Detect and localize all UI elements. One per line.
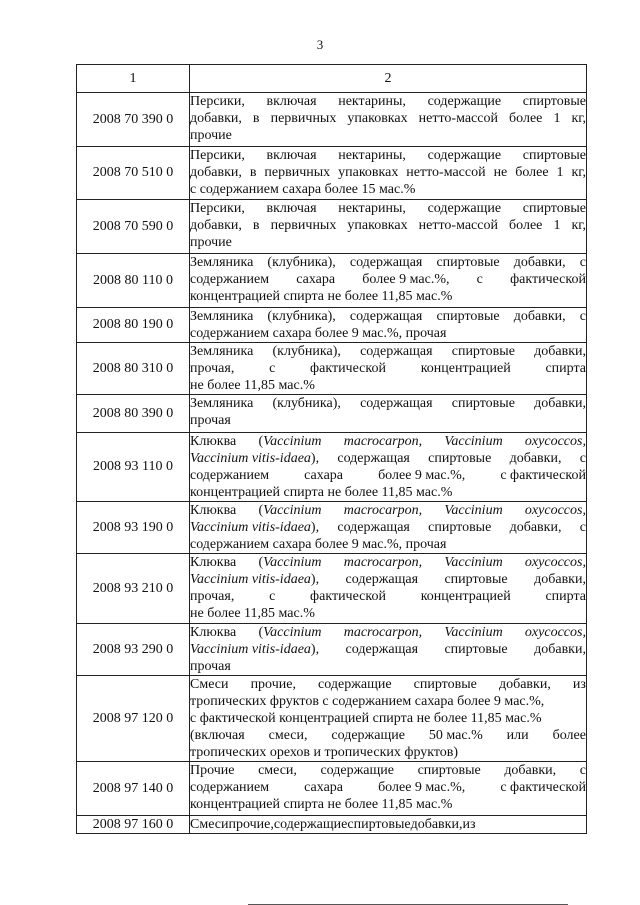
table-row bbox=[77, 254, 587, 308]
description-word: прочие, bbox=[228, 817, 274, 832]
description-word: прочая, bbox=[190, 589, 235, 604]
description-line bbox=[190, 605, 586, 622]
table-row bbox=[77, 676, 587, 762]
description-line bbox=[190, 360, 586, 377]
description-word: нектарины, bbox=[338, 201, 406, 216]
description-word: спиртовые bbox=[451, 396, 515, 411]
description-word: более 9 мас.%, bbox=[378, 468, 466, 483]
tariff-description bbox=[190, 624, 587, 676]
description-word: Персики, bbox=[190, 148, 245, 163]
tariff-code: 2008 93 110 0 bbox=[77, 433, 190, 502]
description-word: с bbox=[269, 361, 276, 376]
description-line bbox=[190, 110, 586, 127]
description-line bbox=[190, 127, 586, 144]
description-word: Vaccinium vitis-idaea), bbox=[190, 572, 320, 587]
description-word: Земляника bbox=[190, 344, 254, 359]
description-word: добавки, bbox=[509, 520, 562, 535]
description-line bbox=[190, 676, 586, 693]
tariff-description bbox=[190, 254, 587, 308]
tariff-description bbox=[190, 147, 587, 200]
table-row bbox=[77, 762, 587, 816]
description-line bbox=[190, 254, 586, 271]
page-number: 3 bbox=[316, 37, 324, 52]
description-word: macrocarpon, bbox=[343, 625, 423, 640]
tariff-code: 2008 70 590 0 bbox=[77, 200, 190, 254]
description-word: сахара bbox=[296, 272, 336, 287]
description-word: macrocarpon, bbox=[343, 555, 423, 570]
description-word: macrocarpon, bbox=[343, 434, 423, 449]
description-word: Vaccinium vitis-idaea), bbox=[190, 520, 320, 535]
tariff-description bbox=[190, 343, 587, 395]
description-word: 1 bbox=[553, 111, 561, 126]
description-word: Смеси bbox=[190, 677, 229, 692]
table-row bbox=[77, 624, 587, 676]
description-word: содержащие bbox=[320, 763, 394, 778]
tariff-code-table bbox=[76, 64, 587, 834]
description-word: добавки, bbox=[534, 396, 586, 411]
table-row bbox=[77, 93, 587, 147]
description-line bbox=[190, 554, 586, 571]
column-header-2: 2 bbox=[190, 65, 587, 93]
description-word: (включая bbox=[190, 728, 245, 743]
description-word: с bbox=[579, 763, 586, 778]
description-word: концентрацией bbox=[420, 361, 511, 376]
description-word: Клюква bbox=[190, 555, 237, 570]
description-line bbox=[190, 571, 586, 588]
description-word: в bbox=[252, 111, 260, 126]
description-word: 1 bbox=[556, 165, 564, 180]
description-line bbox=[190, 200, 586, 217]
description-word: Vaccinium bbox=[444, 434, 503, 449]
tariff-description bbox=[190, 93, 587, 147]
description-word: тропических фруктов с содержанием сахара более 9 мас.%, bbox=[190, 694, 545, 709]
description-word: не bbox=[493, 165, 508, 180]
description-word: oxycoccos, bbox=[524, 434, 586, 449]
description-word: Клюква bbox=[190, 434, 237, 449]
description-word: прочие, bbox=[250, 677, 296, 692]
description-word: Земляника bbox=[190, 309, 254, 324]
tariff-code: 2008 70 390 0 bbox=[77, 93, 190, 147]
description-word: концентрацией спирта не более 11,85 мас.% bbox=[190, 289, 453, 304]
description-word: прочая, bbox=[190, 361, 235, 376]
description-line bbox=[190, 325, 586, 342]
description-word: добавки, bbox=[534, 344, 586, 359]
description-word: содержанием сахара более 9 мас.%, прочая bbox=[190, 326, 447, 341]
description-word: спиртовые bbox=[347, 817, 411, 832]
description-word: (Vaccinium bbox=[258, 625, 322, 640]
tariff-code: 2008 97 160 0 bbox=[77, 816, 190, 834]
description-word: (клубника), bbox=[272, 396, 341, 411]
description-line bbox=[190, 217, 586, 234]
description-word: (клубника), bbox=[272, 344, 341, 359]
description-word: содержащая bbox=[360, 344, 433, 359]
description-word: нетто-массой bbox=[418, 218, 498, 233]
tariff-description bbox=[190, 554, 587, 624]
tariff-code: 2008 93 190 0 bbox=[77, 502, 190, 554]
tariff-code: 2008 80 110 0 bbox=[77, 254, 190, 308]
description-word: (Vaccinium bbox=[258, 434, 322, 449]
description-word: первичных bbox=[270, 218, 337, 233]
description-line bbox=[190, 412, 586, 429]
tariff-code: 2008 93 290 0 bbox=[77, 624, 190, 676]
table-header-row bbox=[77, 65, 587, 93]
description-word: концентрацией спирта не более 11,85 мас.% bbox=[190, 485, 453, 500]
description-word: содержащая bbox=[337, 451, 410, 466]
description-line bbox=[190, 710, 586, 727]
description-word: спиртовые bbox=[413, 677, 477, 692]
description-word: не более 11,85 мас.% bbox=[190, 606, 315, 621]
description-word: 1 bbox=[553, 218, 561, 233]
description-word: (Vaccinium bbox=[258, 503, 322, 518]
description-word: добавки, bbox=[190, 111, 242, 126]
description-word: нектарины, bbox=[338, 148, 406, 163]
description-word: содержащая bbox=[345, 642, 419, 657]
description-line bbox=[190, 467, 586, 484]
description-word: (клубника), bbox=[267, 309, 336, 324]
table-row bbox=[77, 554, 587, 624]
description-word: концентрацией bbox=[420, 589, 511, 604]
description-word: включая bbox=[266, 201, 317, 216]
description-word: с bbox=[476, 272, 483, 287]
description-word: с фактической bbox=[500, 780, 586, 795]
description-line bbox=[190, 816, 586, 833]
description-word: тропических орехов и тропических фруктов) bbox=[190, 745, 459, 760]
description-word: спиртовые bbox=[451, 344, 515, 359]
description-word: содержащие bbox=[331, 728, 405, 743]
description-line bbox=[190, 641, 586, 658]
description-word: добавки, bbox=[509, 451, 562, 466]
description-word: содержащие bbox=[427, 148, 502, 163]
description-word: oxycoccos, bbox=[524, 625, 586, 640]
description-word: упаковках bbox=[347, 111, 408, 126]
description-word: кг, bbox=[571, 111, 586, 126]
tariff-description bbox=[190, 395, 587, 433]
description-word: Персики, bbox=[190, 201, 245, 216]
tariff-description bbox=[190, 816, 587, 834]
description-word: или bbox=[506, 728, 529, 743]
description-word: добавки, bbox=[504, 763, 557, 778]
description-word: спиртовые bbox=[522, 148, 586, 163]
description-word: спиртовые bbox=[444, 642, 508, 657]
description-word: нетто-массой bbox=[418, 111, 498, 126]
description-line bbox=[190, 93, 586, 110]
description-line bbox=[190, 484, 586, 501]
tariff-code: 2008 93 210 0 bbox=[77, 554, 190, 624]
description-word: с bbox=[579, 309, 586, 324]
description-line bbox=[190, 288, 586, 305]
description-word: добавки, bbox=[190, 165, 242, 180]
description-word: спиртовые bbox=[436, 309, 500, 324]
description-line bbox=[190, 588, 586, 605]
description-word: спиртовые bbox=[436, 255, 500, 270]
description-word: с содержанием сахара более 15 мас.% bbox=[190, 182, 416, 197]
table-row bbox=[77, 147, 587, 200]
description-word: спиртовые bbox=[522, 94, 586, 109]
description-word: Земляника bbox=[190, 396, 254, 411]
description-word: oxycoccos, bbox=[524, 555, 586, 570]
description-word: содержащие bbox=[273, 817, 348, 832]
description-word: из bbox=[572, 677, 586, 692]
description-line bbox=[190, 395, 586, 412]
description-line bbox=[190, 450, 586, 467]
tariff-description bbox=[190, 433, 587, 502]
description-word: включая bbox=[266, 148, 317, 163]
description-word: macrocarpon, bbox=[343, 503, 423, 518]
tariff-code: 2008 97 120 0 bbox=[77, 676, 190, 762]
description-word: прочая bbox=[190, 413, 231, 428]
description-line bbox=[190, 519, 586, 536]
description-word: сахара bbox=[304, 780, 343, 795]
description-line bbox=[190, 762, 586, 779]
description-word: добавки, bbox=[410, 817, 463, 832]
description-word: более 9 мас.%, bbox=[362, 272, 450, 287]
description-word: в bbox=[249, 165, 257, 180]
description-word: добавки, bbox=[513, 309, 566, 324]
description-word: нетто-массой bbox=[406, 165, 486, 180]
description-word: сахара bbox=[304, 468, 343, 483]
description-word: спирта bbox=[545, 361, 586, 376]
description-line bbox=[190, 377, 586, 394]
description-word: Vaccinium vitis-idaea), bbox=[190, 451, 320, 466]
table-row bbox=[77, 502, 587, 554]
description-word: добавки, bbox=[534, 572, 586, 587]
table-row bbox=[77, 200, 587, 254]
description-line bbox=[190, 308, 586, 325]
description-line bbox=[190, 181, 586, 198]
description-word: кг, bbox=[571, 218, 586, 233]
description-word: концентрацией спирта не более 11,85 мас.% bbox=[190, 797, 453, 812]
description-line bbox=[190, 624, 586, 641]
description-word: прочие bbox=[190, 128, 232, 143]
description-word: Клюква bbox=[190, 625, 237, 640]
description-word: Vaccinium bbox=[444, 625, 503, 640]
description-word: первичных bbox=[270, 111, 337, 126]
description-word: не более 11,85 мас.% bbox=[190, 378, 315, 393]
tariff-description bbox=[190, 308, 587, 343]
description-word: Vaccinium bbox=[444, 503, 503, 518]
description-word: добавки, bbox=[190, 218, 242, 233]
description-word: прочая bbox=[190, 659, 231, 674]
table-row bbox=[77, 308, 587, 343]
table-row bbox=[77, 433, 587, 502]
description-word: oxycoccos, bbox=[524, 503, 586, 518]
description-line bbox=[190, 271, 586, 288]
description-word: с фактической bbox=[500, 468, 586, 483]
description-word: спиртовые bbox=[522, 201, 586, 216]
description-word: с фактической концентрацией спирта не более 11,85 мас.% bbox=[190, 711, 542, 726]
description-line bbox=[190, 779, 586, 796]
description-word: содержащая bbox=[337, 520, 410, 535]
description-word: с bbox=[579, 255, 586, 270]
description-word: смеси, bbox=[268, 728, 308, 743]
description-word: Прочие bbox=[190, 763, 235, 778]
tariff-description bbox=[190, 762, 587, 816]
tariff-code: 2008 80 390 0 bbox=[77, 395, 190, 433]
tariff-description bbox=[190, 502, 587, 554]
table-row bbox=[77, 816, 587, 834]
description-word: фактической bbox=[310, 361, 386, 376]
description-word: прочие bbox=[190, 235, 232, 250]
description-line bbox=[190, 147, 586, 164]
tariff-description bbox=[190, 200, 587, 254]
description-word: добавки, bbox=[534, 642, 586, 657]
description-word: содержащая bbox=[360, 396, 433, 411]
description-word: с bbox=[579, 451, 586, 466]
description-word: содержащая bbox=[349, 255, 423, 270]
description-line bbox=[190, 658, 586, 675]
description-word: в bbox=[252, 218, 260, 233]
description-word: содержанием сахара более 9 мас.%, прочая bbox=[190, 537, 447, 552]
description-word: фактической bbox=[510, 272, 586, 287]
description-line bbox=[190, 433, 586, 450]
description-line bbox=[190, 693, 586, 710]
description-word: более bbox=[509, 218, 543, 233]
description-word: нектарины, bbox=[338, 94, 406, 109]
description-word: содержанием bbox=[190, 272, 270, 287]
description-word: содержащая bbox=[345, 572, 419, 587]
description-word: спиртовые bbox=[417, 763, 481, 778]
description-line bbox=[190, 234, 586, 251]
description-word: Vaccinium bbox=[444, 555, 503, 570]
column-header-1: 1 bbox=[77, 65, 190, 93]
description-word: содержащая bbox=[349, 309, 423, 324]
description-word: содержащие bbox=[427, 94, 502, 109]
description-word: смеси, bbox=[258, 763, 297, 778]
description-word: 50 мас.% bbox=[428, 728, 483, 743]
description-line bbox=[190, 727, 586, 744]
table-row bbox=[77, 395, 587, 433]
description-word: спиртовые bbox=[444, 572, 508, 587]
tariff-code: 2008 80 310 0 bbox=[77, 343, 190, 395]
table-row bbox=[77, 343, 587, 395]
description-word: содержанием bbox=[190, 468, 270, 483]
description-word: кг, bbox=[571, 165, 586, 180]
description-word: добавки, bbox=[498, 677, 551, 692]
description-line bbox=[190, 164, 586, 181]
tariff-code: 2008 70 510 0 bbox=[77, 147, 190, 200]
description-line bbox=[190, 502, 586, 519]
description-word: содержащие bbox=[427, 201, 502, 216]
description-word: упаковках bbox=[347, 218, 408, 233]
description-word: Vaccinium vitis-idaea), bbox=[190, 642, 320, 657]
description-word: включая bbox=[266, 94, 317, 109]
description-word: Персики, bbox=[190, 94, 245, 109]
description-line bbox=[190, 343, 586, 360]
description-line bbox=[190, 536, 586, 553]
description-word: из bbox=[462, 817, 476, 832]
description-word: содержащие bbox=[318, 677, 392, 692]
description-word: с bbox=[579, 520, 586, 535]
description-word: более 9 мас.%, bbox=[378, 780, 466, 795]
tariff-code: 2008 80 190 0 bbox=[77, 308, 190, 343]
description-word: Смеси bbox=[190, 817, 229, 832]
description-word: Клюква bbox=[190, 503, 237, 518]
description-word: первичных bbox=[264, 165, 331, 180]
description-line bbox=[190, 796, 586, 813]
tariff-description bbox=[190, 676, 587, 762]
tariff-code: 2008 97 140 0 bbox=[77, 762, 190, 816]
description-word: (Vaccinium bbox=[258, 555, 322, 570]
description-word: упаковках bbox=[338, 165, 399, 180]
description-word: более bbox=[552, 728, 586, 743]
description-line bbox=[190, 744, 586, 761]
description-word: более bbox=[509, 111, 543, 126]
description-word: спирта bbox=[545, 589, 586, 604]
description-word: Земляника bbox=[190, 255, 254, 270]
description-word: (клубника), bbox=[267, 255, 336, 270]
description-word: фактической bbox=[310, 589, 386, 604]
description-word: спиртовые bbox=[428, 451, 492, 466]
description-word: с bbox=[269, 589, 276, 604]
description-word: более bbox=[515, 165, 549, 180]
description-word: добавки, bbox=[513, 255, 566, 270]
description-word: содержанием bbox=[190, 780, 270, 795]
description-word: спиртовые bbox=[428, 520, 492, 535]
